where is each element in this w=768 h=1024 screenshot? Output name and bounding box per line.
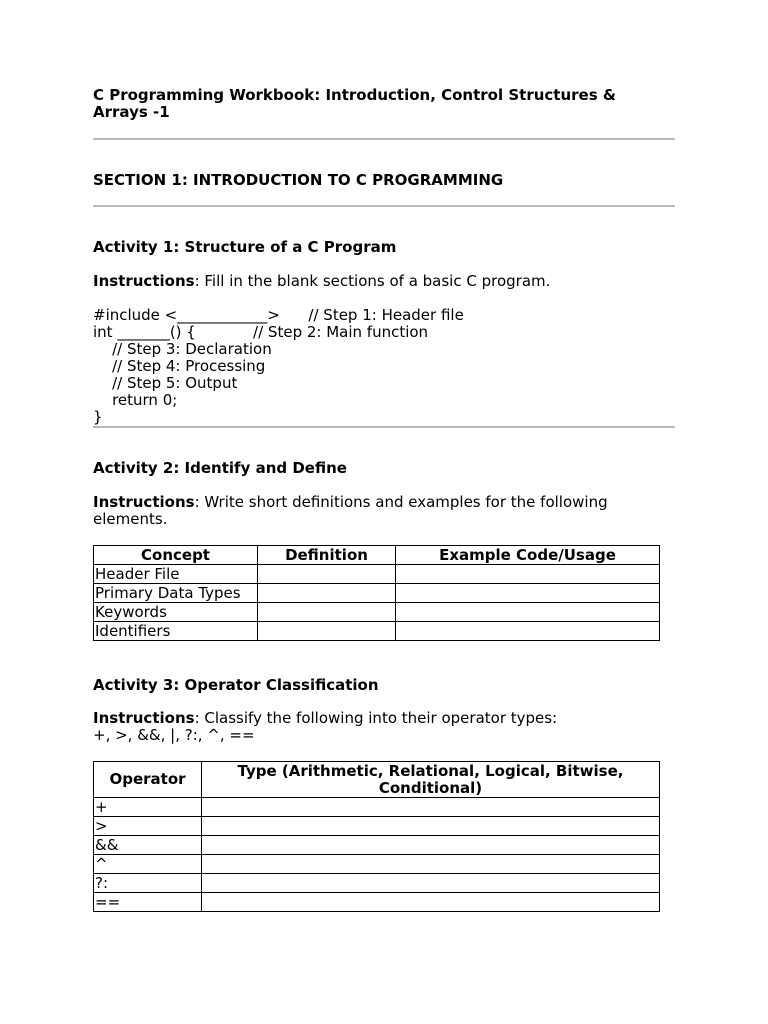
code-line: // Step 4: Processing [93, 357, 266, 375]
type-cell[interactable] [202, 836, 660, 855]
definition-cell[interactable] [258, 622, 396, 641]
type-cell[interactable] [202, 874, 660, 893]
instructions-text: : Classify the following into their operator types: [194, 709, 558, 727]
definition-cell[interactable] [258, 565, 396, 584]
table-row [94, 565, 660, 584]
activity3-instructions [93, 710, 663, 727]
instructions-label: Instructions [93, 272, 195, 290]
table-row [94, 584, 660, 603]
type-cell[interactable] [202, 817, 660, 836]
operator-table [93, 761, 660, 912]
operator-cell: && [94, 836, 202, 855]
definition-cell[interactable] [258, 584, 396, 603]
column-header: Operator [94, 762, 202, 798]
type-cell[interactable] [202, 893, 660, 912]
table-row [94, 798, 660, 817]
concept-cell: Keywords [94, 603, 258, 622]
activity3-heading: Activity 3: Operator Classification [93, 676, 379, 694]
operator-cell: > [94, 817, 202, 836]
concept-cell: Identifiers [94, 622, 258, 641]
divider [93, 426, 675, 428]
type-cell[interactable] [202, 855, 660, 874]
activity2-instructions [93, 494, 663, 528]
table-row [94, 893, 660, 912]
divider [93, 205, 675, 207]
page-title: C Programming Workbook: Introduction, Control Structures & Arrays -1 [93, 86, 616, 121]
table-header-row [94, 762, 660, 798]
code-line: // Step 5: Output [93, 374, 238, 392]
example-cell[interactable] [396, 603, 660, 622]
instructions-label: Instructions [93, 493, 195, 511]
column-header: Definition [258, 546, 396, 565]
table-row [94, 817, 660, 836]
table-header-row [94, 546, 660, 565]
concept-cell: Primary Data Types [94, 584, 258, 603]
code-line: #include <____________> // Step 1: Header file [93, 306, 464, 324]
column-header: Concept [94, 546, 258, 565]
column-header: Type (Arithmetic, Relational, Logical, Bitwise, Conditional) [202, 762, 660, 798]
instructions-label: Instructions [93, 709, 195, 727]
divider [93, 138, 675, 140]
code-line: return 0; [93, 391, 178, 409]
operator-cell: == [94, 893, 202, 912]
example-cell[interactable] [396, 622, 660, 641]
table-row [94, 874, 660, 893]
operator-cell: ?: [94, 874, 202, 893]
section-heading: SECTION 1: INTRODUCTION TO C PROGRAMMING [93, 171, 504, 189]
table-row [94, 622, 660, 641]
definition-cell[interactable] [258, 603, 396, 622]
code-line: } [93, 408, 103, 426]
code-line: int _______() { // Step 2: Main function [93, 323, 429, 341]
concept-table [93, 545, 660, 641]
operator-cell: ^ [94, 855, 202, 874]
operator-cell: + [94, 798, 202, 817]
instructions-text: : Fill in the blank sections of a basic C program. [194, 272, 551, 290]
activity1-instructions [93, 273, 663, 290]
concept-cell: Header File [94, 565, 258, 584]
code-line: // Step 3: Declaration [93, 340, 272, 358]
instructions-text: : Write short definitions and examples for the following elements. [93, 493, 608, 528]
table-row [94, 855, 660, 874]
example-cell[interactable] [396, 584, 660, 603]
activity2-heading: Activity 2: Identify and Define [93, 459, 347, 477]
table-row [94, 836, 660, 855]
example-cell[interactable] [396, 565, 660, 584]
code-template [93, 307, 464, 426]
type-cell[interactable] [202, 798, 660, 817]
activity1-heading: Activity 1: Structure of a C Program [93, 238, 397, 256]
column-header: Example Code/Usage [396, 546, 660, 565]
table-row [94, 603, 660, 622]
operators-list: +, >, &&, |, ?:, ^, == [93, 726, 255, 744]
